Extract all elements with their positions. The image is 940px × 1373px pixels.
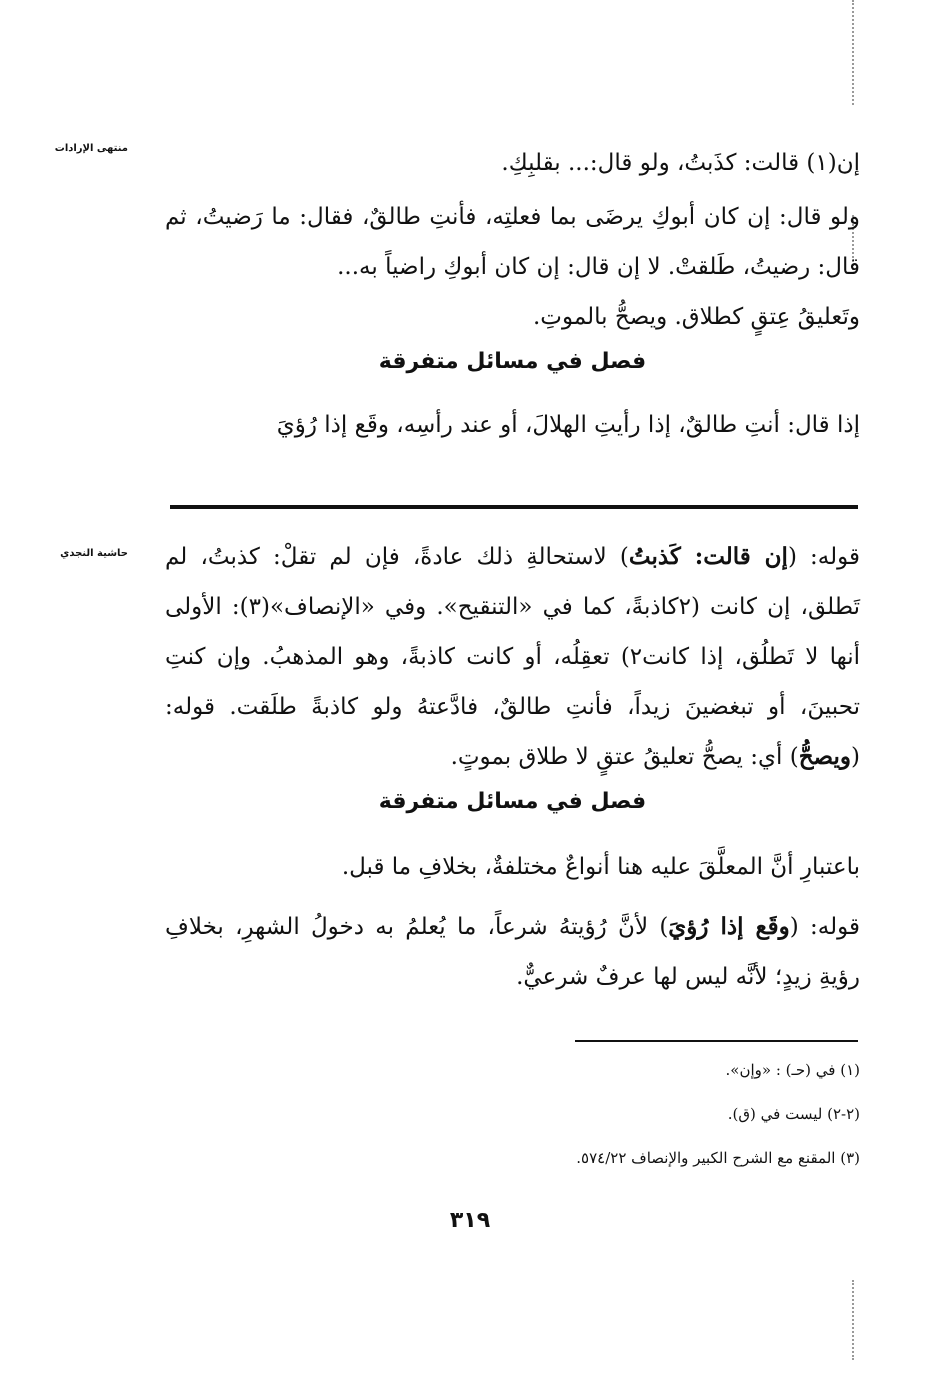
section-divider <box>170 505 858 509</box>
margin-dotted-line <box>852 1280 854 1360</box>
commentary-block <box>165 532 860 1002</box>
quoted-phrase: وقَع إذا رُؤيَ <box>668 913 790 940</box>
commentary-section-heading: فصل في مسائل متفرقة <box>378 789 647 814</box>
main-paragraph-4: إذا قال: أنتِ طالقٌ، إذا رأيتِ الهلالَ، أو عند رأسِه، وقَع إذا رُؤيَ <box>276 412 860 438</box>
quoted-phrase: إن قالت: كَذبتُ <box>628 543 788 570</box>
quoted-phrase: ويصحُّ <box>798 743 852 770</box>
main-paragraph-1: إن(١) قالت: كذَبتُ، ولو قال:... بقلبِكِ. <box>501 150 860 176</box>
main-text-block <box>165 138 860 450</box>
footnotes <box>420 1058 860 1190</box>
commentary-text: قوله: ( <box>787 544 861 570</box>
side-label-commentary: حاشية النجدي <box>60 548 128 559</box>
main-paragraph-2: ولو قال: إن كان أبوكِ يرضَى بما فعلتِه، فأنتِ طالقٌ، فقال: ما رَضيتُ، ثم قال: رضيتُ، طَلقتْ. لا إن قال: إن كان أبوكِ راضياً به... <box>165 204 860 280</box>
commentary-text: قوله: ( <box>789 914 860 940</box>
main-section-heading: فصل في مسائل متفرقة <box>378 349 647 374</box>
footnote: (٢-٢) ليست في (ق). <box>727 1105 860 1123</box>
commentary-paragraph-1 <box>165 532 860 782</box>
commentary-text: ) لاستحالةِ ذلك عادةً، فإن لم تقلْ: كذبتُ، لم تَطلق، إن كانت (٢كاذبةً، كما في «التنقيح». وفي «الإنصاف»(٣): الأولى أنها لا تَطلُق، إذا كانت٢) تعقِلُه، أو كانت كاذبةً، وهو المذهبُ. وإن كنتِ تحبينَ، أو تبغضينَ زيداً، فأنتِ طالقٌ، فادَّعتهُ ولو كاذبةً طلَقت. قوله: ( <box>165 544 861 770</box>
commentary-text: ) أي: يصحُّ تعليقُ عتقٍ لا طلاق بموتٍ. <box>450 744 799 770</box>
footnote: (١) في (حـ) : «وإن». <box>725 1061 860 1079</box>
commentary-text: ) لأنَّ رُؤيتهُ شرعاً، ما يُعلمُ به دخولُ الشهرِ، بخلافِ رؤيةِ زيدٍ؛ لأنَّه ليس لها عرفٌ شرعيٌّ. <box>165 914 860 990</box>
side-label-main-text: منتهى الإرادات <box>54 143 128 154</box>
page-number: ٣١٩ <box>449 1208 491 1233</box>
footnote-divider <box>575 1040 858 1042</box>
margin-dotted-line <box>852 0 854 105</box>
main-paragraph-3: وتَعليقُ عِتقٍ كطلاق. ويصحُّ بالموتِ. <box>533 304 860 330</box>
commentary-paragraph-2: باعتبارِ أنَّ المعلَّقَ عليه هنا أنواعٌ مختلفةٌ، بخلافِ ما قبل. <box>341 854 860 880</box>
footnote: (٣) المقنع مع الشرح الكبير والإنصاف ٥٧٤/٢٢. <box>576 1149 860 1167</box>
commentary-paragraph-3 <box>165 902 860 1002</box>
